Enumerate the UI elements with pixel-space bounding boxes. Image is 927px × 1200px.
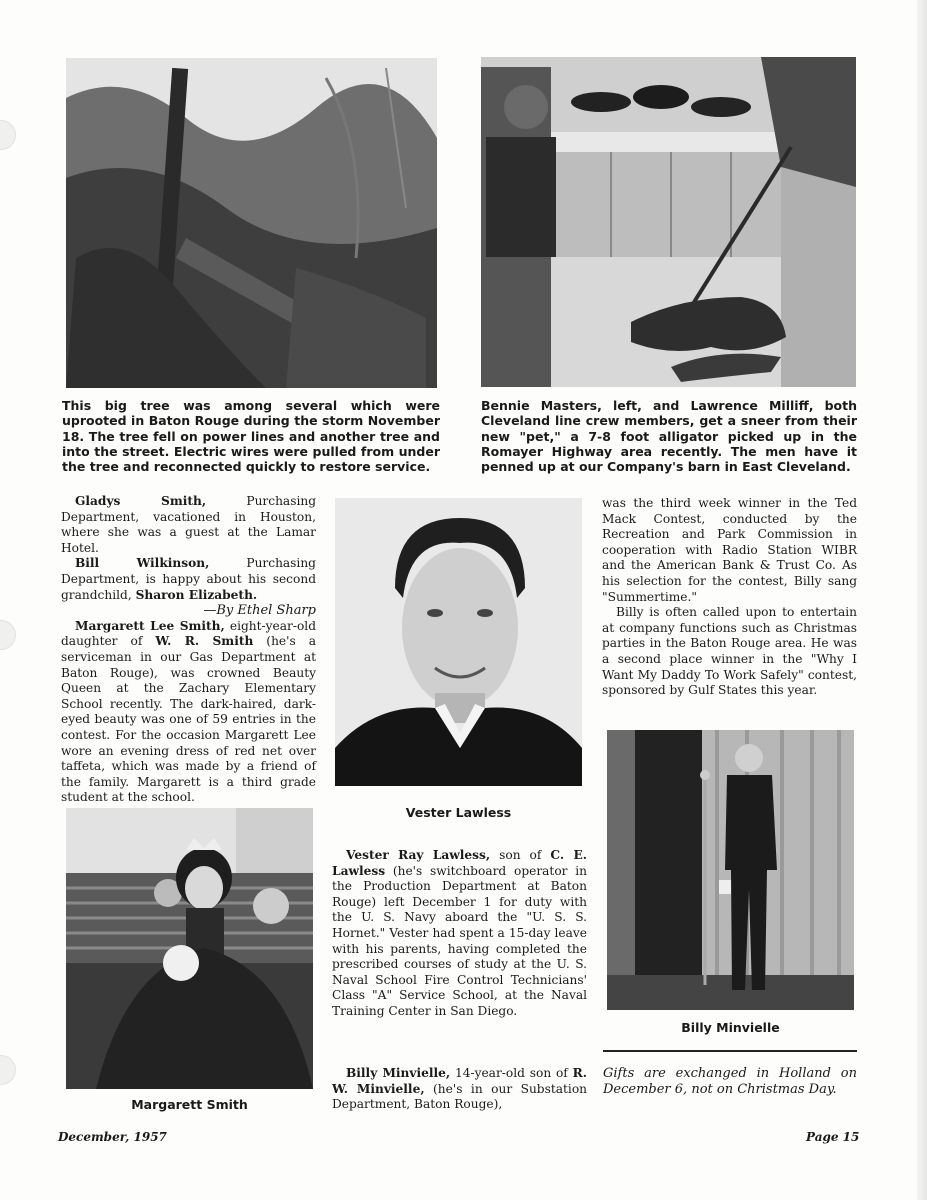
divider-rule [603,1050,857,1052]
person-name: W. R. Smith [155,634,254,649]
billy-photo-caption: Billy Minvielle [681,1020,780,1035]
person-name: Gladys Smith, [75,494,207,508]
column-2 [332,848,587,1020]
vester-photo [335,498,582,786]
gladys-paragraph [61,494,316,556]
person-name: Vester Ray Lawless, [346,848,491,862]
vester-paragraph [332,848,587,1020]
binder-hole [0,1055,16,1085]
paragraph-text: (he's switchboard operator in the Production Department at Baton Rouge) left December 1 for duty with the U. S. Navy aboard the "U. S. S. Hornet." Vester had spent a 15-day leave with his parents, having completed the prescribed courses of study at the U. S. Naval School Fire Control Technicians' Class "A" Service School, at the Naval Training Center in San Diego. [332,863,587,1018]
person-name: C. E. Lawless [332,848,587,878]
person-name: R. W. Minvielle, [332,1066,587,1096]
margarett-photo-caption: Margarett Smith [131,1097,248,1112]
tree-caption: This big tree was among several which were uprooted in Baton Rouge during the storm November 18. The tree fell on power lines and another tree and into the street. Electric wires were pulled from under the tree and reconnected quickly to restore service. [62,398,440,475]
paragraph-text: 14-year-old son of [450,1066,573,1080]
paragraph-text: (he's in our Substation Department, Baton Rouge), [332,1081,588,1112]
vester-photo-caption: Vester Lawless [405,805,512,820]
page-number: Page 15 [806,1130,860,1144]
footer-date: December, 1957 [58,1130,167,1144]
binder-hole [0,120,16,150]
margarett-paragraph [61,619,316,806]
byline: —By Ethel Sharp [203,603,316,619]
paragraph-text: Purchasing Department, vacationed in Houston, where she was a guest at the Lamar Hotel. [61,494,317,555]
paragraph-text: (he's a serviceman in our Gas Department at Baton Rouge), was crowned Beauty Queen at the Zachary Elementary School recently. The dark-haired, dark-eyed beauty was one of 59 entries in the contest. For the occasion Margarett Lee wore an evening dress of red net over taffeta, which was made by a friend of the family. Margarett is a third grade student at the school. [61,634,316,805]
bill-paragraph [61,556,316,603]
person-name: Margarett Lee Smith, [75,618,225,633]
tree-photo [66,58,437,388]
billy-photo [607,730,854,1010]
binder-hole [0,620,16,650]
person-name: Bill Wilkinson, [75,556,210,571]
billy-contest-paragraph: was the third week winner in the Ted Mack Contest, conducted by the Recreation and Park Commission in cooperation with Radio Station WIBR and the American Bank & Trust Co. As his selection for the contest, Billy sang "Summertime." [602,496,857,604]
paragraph-text: Purchasing Department, is happy about his second grandchild, [61,556,316,602]
holland-filler: Gifts are exchanged in Holland on December 6, not on Christmas Day. [603,1066,857,1097]
person-name: Billy Minvielle, [346,1066,451,1080]
margarett-photo [66,808,313,1089]
paragraph-text: eight-year-old daughter of [61,618,316,649]
column-1 [61,494,316,806]
alligator-photo [481,57,856,387]
billy-entertain-paragraph: Billy is often called upon to entertain at company functions such as Christmas parties in the Baton Rouge area. He was a second place winner in the "Why I Want My Daddy To Work Safely" contest, sponsored by Gulf States this year. [602,605,857,698]
column-3 [602,496,857,699]
billy-paragraph [332,1066,587,1113]
column-2-bottom [332,1066,587,1113]
page-edge-shadow [917,0,927,1200]
paragraph-text: son of [490,848,551,862]
person-name: Sharon Elizabeth. [135,587,258,602]
alligator-caption: Bennie Masters, left, and Lawrence Milliff, both Cleveland line crew members, get a sneer from their new "pet," a 7-8 foot alligator picked up in the Romayer Highway area recently. The men have it penned up at our Company's barn in East Cleveland. [481,398,857,475]
